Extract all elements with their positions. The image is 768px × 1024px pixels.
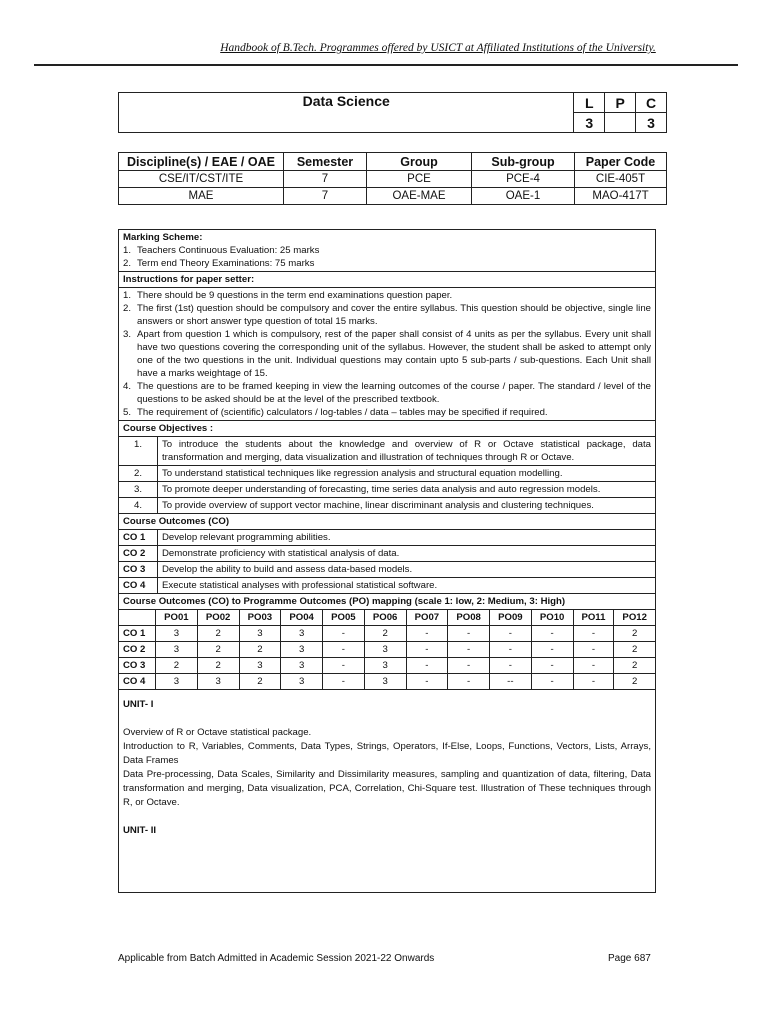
col-header: Paper Code <box>575 153 667 171</box>
discipline-table <box>118 152 667 205</box>
list-item: 3. Apart from question 1 which is compulsory, rest of the paper shall consist of 4 units as per the syllabus. Every unit shall have two questions covering the corresponding unit of the syllabus. However, the student shall be asked to attempt only one of the two questions in the unit. Individual questions may contain upto 5 sub-parts / sub-questions. Each Unit shall have a marks weightage of 15. <box>123 329 651 379</box>
cell: 7 <box>284 188 367 205</box>
table-row: CO 3 Develop the ability to build and assess data-based models. <box>119 562 655 578</box>
unit-paragraph: Data Pre-processing, Data Scales, Similarity and Dissimilarity measures, sampling and quantization of data, filtering, Data transformation and merging, Data visualization, PCA, Correlation, Chi-Square test. Illustration of These techniques through R, or Octave. <box>123 769 651 808</box>
unit-title: UNIT- I <box>123 699 154 710</box>
list-item: 2. Term end Theory Examinations: 75 marks <box>123 258 315 269</box>
table-row: 2. To understand statistical techniques like regression analysis and structural equation modelling. <box>119 466 655 482</box>
page-number: Page 687 <box>608 953 651 964</box>
c-label: C <box>636 93 667 113</box>
p-value <box>605 113 636 133</box>
table-row: 1. To introduce the students about the knowledge and overview of R or Octave statistical package, data transformation and merging, data visualization and illustration of techniques through R or Octave. <box>119 437 655 466</box>
cell: PCE-4 <box>472 171 575 188</box>
section-title: Instructions for paper setter: <box>123 274 255 285</box>
list-item: 1. There should be 9 questions in the term end examinations question paper. <box>123 290 453 301</box>
cell: MAE <box>119 188 284 205</box>
table-row <box>119 188 667 205</box>
c-value: 3 <box>636 113 667 133</box>
col-header: Group <box>367 153 472 171</box>
l-label: L <box>574 93 605 113</box>
p-label: P <box>605 93 636 113</box>
co-po-mapping-table: PO01 PO02 PO03 PO04 PO05 PO06 PO07 PO08 PO09 PO10 PO11 PO12 CO 1 3 2 3 3 - 2 - - - - - 2 CO 2 3 2 2 3 - 3 - - - - - 2 CO 3 2 2 3 3 - 3 - - - - - 2 CO 4 3 3 2 3 - 3 - - -- - - 2 <box>119 609 655 690</box>
cell: CSE/IT/CST/ITE <box>119 171 284 188</box>
list-item: 2. The first (1st) question should be compulsory and cover the entire syllabus. This question should be objective, single line answers or short answer type question of total 15 marks. <box>123 303 651 327</box>
table-row: CO 1 3 2 3 3 - 2 - - - - - 2 <box>119 626 655 642</box>
syllabus-box <box>118 229 656 893</box>
header-rule <box>34 64 738 66</box>
section-title: Course Outcomes (CO) to Programme Outcomes (PO) mapping (scale 1: low, 2: Medium, 3: High) <box>119 594 655 610</box>
objectives-table <box>119 420 655 610</box>
table-row: CO 4 Execute statistical analyses with professional statistical software. <box>119 578 655 594</box>
col-header: Sub-group <box>472 153 575 171</box>
table-row: CO 1 Develop relevant programming abilities. <box>119 530 655 546</box>
cell: OAE-1 <box>472 188 575 205</box>
table-row: CO 4 3 3 2 3 - 3 - - -- - - 2 <box>119 674 655 690</box>
course-title: Data Science <box>119 93 574 133</box>
table-row: CO 3 2 2 3 3 - 3 - - - - - 2 <box>119 658 655 674</box>
list-item: 4. The questions are to be framed keeping in view the learning outcomes of the course / paper. The standard / level of the questions to be asked should be at the level of the prescribed textbook. <box>123 381 651 405</box>
table-row: 4. To provide overview of support vector machine, linear discriminant analysis and clustering techniques. <box>119 498 655 514</box>
cell: PCE <box>367 171 472 188</box>
l-value: 3 <box>574 113 605 133</box>
section-title: Marking Scheme: <box>123 232 203 243</box>
instructions <box>119 272 655 288</box>
footer-note: Applicable from Batch Admitted in Academic Session 2021-22 Onwards <box>118 953 435 964</box>
unit-1 <box>119 690 655 842</box>
section-title: Course Objectives : <box>119 421 655 437</box>
unit-paragraph: Overview of R or Octave statistical package. <box>123 727 312 738</box>
list-item: 5. The requirement of (scientific) calculators / log-tables / data – tables may be specified if required. <box>123 407 548 418</box>
unit-paragraph: Introduction to R, Variables, Comments, Data Types, Strings, Operators, If-Else, Loops, Functions, Vectors, Lists, Arrays, Data Frames <box>123 741 651 766</box>
course-title-box <box>118 92 667 133</box>
table-row: 3. To promote deeper understanding of forecasting, time series data analysis and auto regression models. <box>119 482 655 498</box>
cell: MAO-417T <box>575 188 667 205</box>
cell: OAE-MAE <box>367 188 472 205</box>
marking-scheme <box>119 230 655 272</box>
unit-title: UNIT- II <box>123 825 157 836</box>
section-title: Course Outcomes (CO) <box>119 514 655 530</box>
table-row <box>119 171 667 188</box>
table-row: CO 2 3 2 2 3 - 3 - - - - - 2 <box>119 642 655 658</box>
list-item: 1. Teachers Continuous Evaluation: 25 marks <box>123 245 320 256</box>
table-row: CO 2 Demonstrate proficiency with statistical analysis of data. <box>119 546 655 562</box>
col-header: Discipline(s) / EAE / OAE <box>119 153 284 171</box>
col-header: Semester <box>284 153 367 171</box>
cell: 7 <box>284 171 367 188</box>
running-header: Handbook of B.Tech. Programmes offered by USICT at Affiliated Institutions of the University. <box>220 42 656 54</box>
cell: CIE-405T <box>575 171 667 188</box>
